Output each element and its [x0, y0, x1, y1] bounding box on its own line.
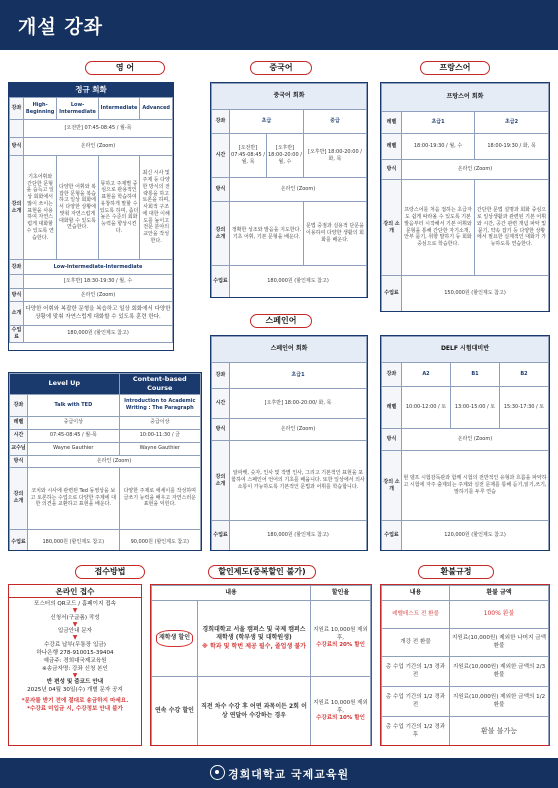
section-discount: 할인제도(중복할인 불가): [208, 565, 316, 579]
section-signup: 접수방법: [75, 565, 145, 579]
level-low-intermediate: Low-Intermediate: [57, 98, 98, 120]
bank-account: 하나은행 278-910015-39404: [36, 649, 114, 656]
section-spanish: 스페인어: [250, 314, 312, 328]
refund-condition: 레벨테스트 전 환불: [382, 601, 450, 629]
english-regular-title: 정규 회화: [9, 83, 173, 97]
english-morning-time: [오전반] 07:45-08:45 / 월-목: [24, 120, 173, 138]
refund-amount: 지원료(10,000원) 제외한 나머지 금액 환불: [450, 629, 549, 657]
level-intermediate: Intermediate: [98, 98, 140, 120]
level-high-beginning: High-Beginning: [24, 98, 57, 120]
refund-table: 내용 환불 금액 레벨테스트 전 환불 100% 환불 개강 전 환불 지원료(10,000원) 제외한 나머지 금액 환불 총 수업 기간의 1/3 경과 전 지원료(10,000원) 제외한 금액의 2/3 환불 총 수업 기간의 1/2 경과 전 지원료(10,000원) 제외한 금액의 1/2 환불 총 수업 기간의 1/2 경과 후 환불 불가능: [380, 584, 550, 746]
chinese-table: 중국어 회화 강좌 초급 중급 시간 [오전반] 07:45-08:45 / 월, 목 [오후반] 18:00-20:00 / 월, 수 [오후반] 18:00-20:00 / 화, 목 방식 온라인 (Zoom) 강의 소개 정확한 성조와 발음을 지도한다. 기초 어휘, 기본 문형을 배운다. 문법 중점과 실용적 단문을 이용하여 다양한 생활의 회화를 배운다. 수업료 180,000원 (할인제도 참고): [210, 82, 368, 298]
refund-condition: 총 수업 기간의 1/2 경과 후: [382, 717, 450, 747]
delf-table: DELF 시험대비반 강좌 A2 B1 B2 레벨 10:00-12:00 / 토 13:00-15:00 / 토 15:30-17:30 / 토 방식 온라인 (Zoom) 강의 소개 현 델프 시험감독관과 함께 시험의 전반적인 유형과 흐름을 파악하고 시험에 자주 출제되는 주제와 실전 문제를 통해 듣기,읽기,쓰기,말하기를 두루 연습 수업료 120,000원 (할인제도 참고): [380, 335, 550, 551]
page-header: [0, 0, 558, 50]
refund-amount: 지원료(10,000원) 제외한 금액의 2/3 환불: [450, 657, 549, 687]
page-footer: [0, 758, 558, 788]
signup-box: 온라인 접수 포스터의 QR코드 / 홈페이지 접속 ▼ 신청서(구글폼) 작성 ▼ 입금안내 문자 ▼ 수강료 납부(무통장 입금) 하나은행 278-910015-39404 예금주: 경희대국제교육원 ※송금자명: 강좌 신청 본인 ▼ 반 편성 및 줌코드 안내 2025년 04월 30일(수) 개별 문자 공지 *문자를 받기 전에 절대로 송금하지 마세요. *수강료 미입금 시, 수강정보 안내 불가: [8, 584, 142, 746]
section-french: 프랑스어: [420, 61, 490, 75]
section-chinese: 중국어: [250, 61, 312, 75]
english-evening-time: [오후반] 18:30-19:30 / 월, 수: [24, 275, 173, 289]
refund-amount: 지원료(10,000원) 제외한 금액의 1/2 환불: [450, 687, 549, 717]
footer-institution: 경희대학교 국제교육원: [228, 768, 350, 781]
page-title: 개설 강좌: [18, 16, 104, 38]
section-refund: 환불규정: [418, 565, 494, 579]
refund-condition: 개강 전 환불: [382, 629, 450, 657]
section-english: 영 어: [85, 61, 165, 75]
signup-step-form: 신청서(구글폼) 작성: [50, 614, 100, 621]
refund-condition: 총 수업 기간의 1/2 경과 전: [382, 687, 450, 717]
level-advanced: Advanced: [140, 98, 173, 120]
refund-amount: 100% 환불: [450, 601, 549, 629]
discount-table: 내용 할인율 재학생 할인 경희대학교 서울 캠퍼스 및 국제 캠퍼스 재학생 (학부생 및 대학원생) ※ 학과 및 학번 제공 필수, 졸업생 불가 지원료 10,000원 제외 후, 수강료의 20% 할인 연속 수강 할인 직전 차수 수강 후 어떤 과목이든 2회 이상 연달아 수강하는 경우 지원료 10,000원 제외 후, 수강료의 10% 할인: [150, 584, 372, 746]
signup-step-qr: 포스터의 QR코드 / 홈페이지 접속: [33, 601, 117, 607]
signup-step-notice: 입금안내 문자: [57, 628, 93, 634]
english-regular-table: 정규 회화 강좌 High-Beginning Low-Intermediate Intermediate Advanced [오전반] 07:45-08:45 / 월-목 방식 온라인 (Zoom) 강의 소개 기초어휘와 간단한 문형을 습득고 일상 회화에서 많이 쓰이는 표현을 사용하여 자연스럽게 대화할 수 있도록 연습한다. 다양한 어휘와 복잡한 문형을 복습하고 일상 회화에서 다양한 상황에 맞춰 자연스럽게 대화할 수 있도록 연습한다. 뮤하고 주제별 중심으로 관용적인 표현을 학습하여 유창하게 말할 수 있도록 하며, 좀더 높은 수준의 회화 능력을 향상시킨다. 최신 시사 및 주제 등 다양한 방식의 전략통을 하고 토론을 하며, 사회적 구조에 대한 이해도를 높이고 전문 분야의 교안을 작성한다. 강좌 Low-Intermediate-Intermediate [오후반] 18:30-19:30 / 월, 수 방식 온라인 (Zoom) 소개 다양한 어휘와 복잡한 문형을 복습하고 일상 회화에서 다양한 상황에 맞춰 자연스럽게 대화할 수 있도록 훈련 한다. 수업료 180,000원 (할인제도 참고): [8, 82, 174, 351]
consecutive-discount-label: 연속 수강 할인: [152, 677, 198, 747]
level-up-table: Level Up Content-based Course 강좌 Talk with TED Introduction to Academic Writing : The Paragraph 레벨 중급이상 중급이상 시간 07:45-08:45 / 월-목 10:00-11:30 / 금 교수님 Wayne Gauthier Wayne Gauthier 방식 온라인 (Zoom) 강의 소개 코치와 시사에 관련된 Ted 동영상을 보고 토론하는 수업으로 다양한 주제에 대한 의견을 교환하고 표현을 배운다. 다양한 주제로 에세이를 작성하며 글쓰기 능력을 배우고 자연스러운 표현을 익힌다. 수업료 180,000원 (할인제도 참고) 90,000원 (할인제도 참고): [8, 372, 202, 551]
spanish-table: 스페인어 회화 강좌 초급1 시간 [오후반] 18:00-20:00/ 화, 목 방식 온라인 (Zoom) 강의 소개 알파벳, 숫자, 인사 및 작별 인사, 그리고 기본적인 표현을 포함하여 스페인어 언어의 기초를 배웁니다. 또한 일상에서 의사 소통이 가능하도록 기본적인 문법과 어휘를 학습합니다. 수업료 180,000원 (할인제도 참고): [210, 335, 368, 551]
french-table: 프랑스어 회화 레벨 초급1 초급2 레벨 18:00-19:30 / 월, 수 18:00-19:30 / 화, 목 방식 온라인 (Zoom) 강의 소개 프랑스어를 처음 접하는 초급자도 쉽게 따라올 수 있도록 기본 발음부터 시작해서 기본 어휘와 문형을 통해 간단한 자기소개, 안부 묻기, 취향 말하기 등 회화 중심으로 학습한다. 간단한 문법 설명과 회화 중심으로 일상생활과 관련된 기본 어휘와 시간, 공간 관련 개념 파악 및 묻기, 약속 잡기 등 다양한 상황에서 필요한 실제적인 대화가 가능하도록 연습한다. 수업료 150,000원 (할인제도 참고): [380, 82, 550, 312]
refund-condition: 총 수업 기간의 1/3 경과 전: [382, 657, 450, 687]
refund-amount: 환불 불가능: [450, 717, 549, 747]
student-discount-label: 재학생 할인: [156, 630, 193, 646]
university-emblem-icon: [210, 765, 225, 780]
